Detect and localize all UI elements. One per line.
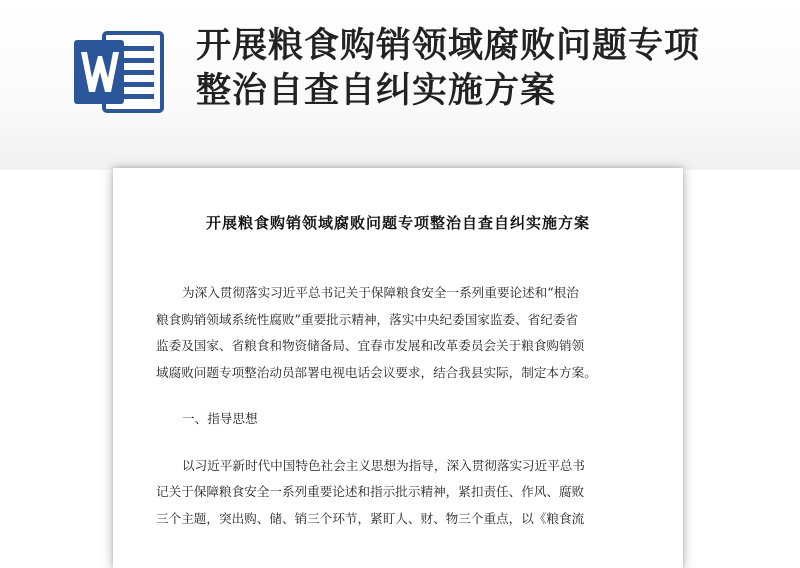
- document-body: [156, 280, 646, 532]
- paragraph-line: 记关于保障粮食安全一系列重要论述和指示批示精神，紧扣责任、作风、腐败: [156, 484, 585, 499]
- header-title-line-2: 整治自查自纠实施方案: [196, 71, 557, 111]
- paragraph-line: 监委及国家、省粮食和物资储备局、宜春市发展和改革委员会关于粮食购销领: [156, 338, 585, 353]
- paragraph-line: 以习近平新时代中国特色社会主义思想为指导，深入贯彻落实习近平总书: [182, 457, 585, 473]
- paragraph-line: 三个主题，突出购、储、销三个环节，紧盯人、财、物三个重点，以《粮食流: [156, 510, 585, 526]
- paragraph-line: 粮食购销领域系统性腐败”重要批示精神，落实中央纪委国家监委、省纪委省: [156, 311, 579, 327]
- header-title: [196, 24, 776, 114]
- word-document-icon: [74, 30, 166, 114]
- document-title: 开展粮食购销领域腐败问题专项整治自查自纠实施方案: [205, 214, 590, 232]
- paragraph-line: 域腐败问题专项整治动员部署电视电话会议要求，结合我县实际，制定本方案。: [156, 364, 597, 380]
- paragraph-line: 为深入贯彻落实习近平总书记关于保障粮食安全一系列重要论述和“根治: [182, 285, 579, 300]
- section-heading: 一、指导思想: [182, 411, 258, 426]
- header-title-line-1: 开展粮食购销领域腐败问题专项: [196, 26, 701, 66]
- document-page: [113, 168, 683, 568]
